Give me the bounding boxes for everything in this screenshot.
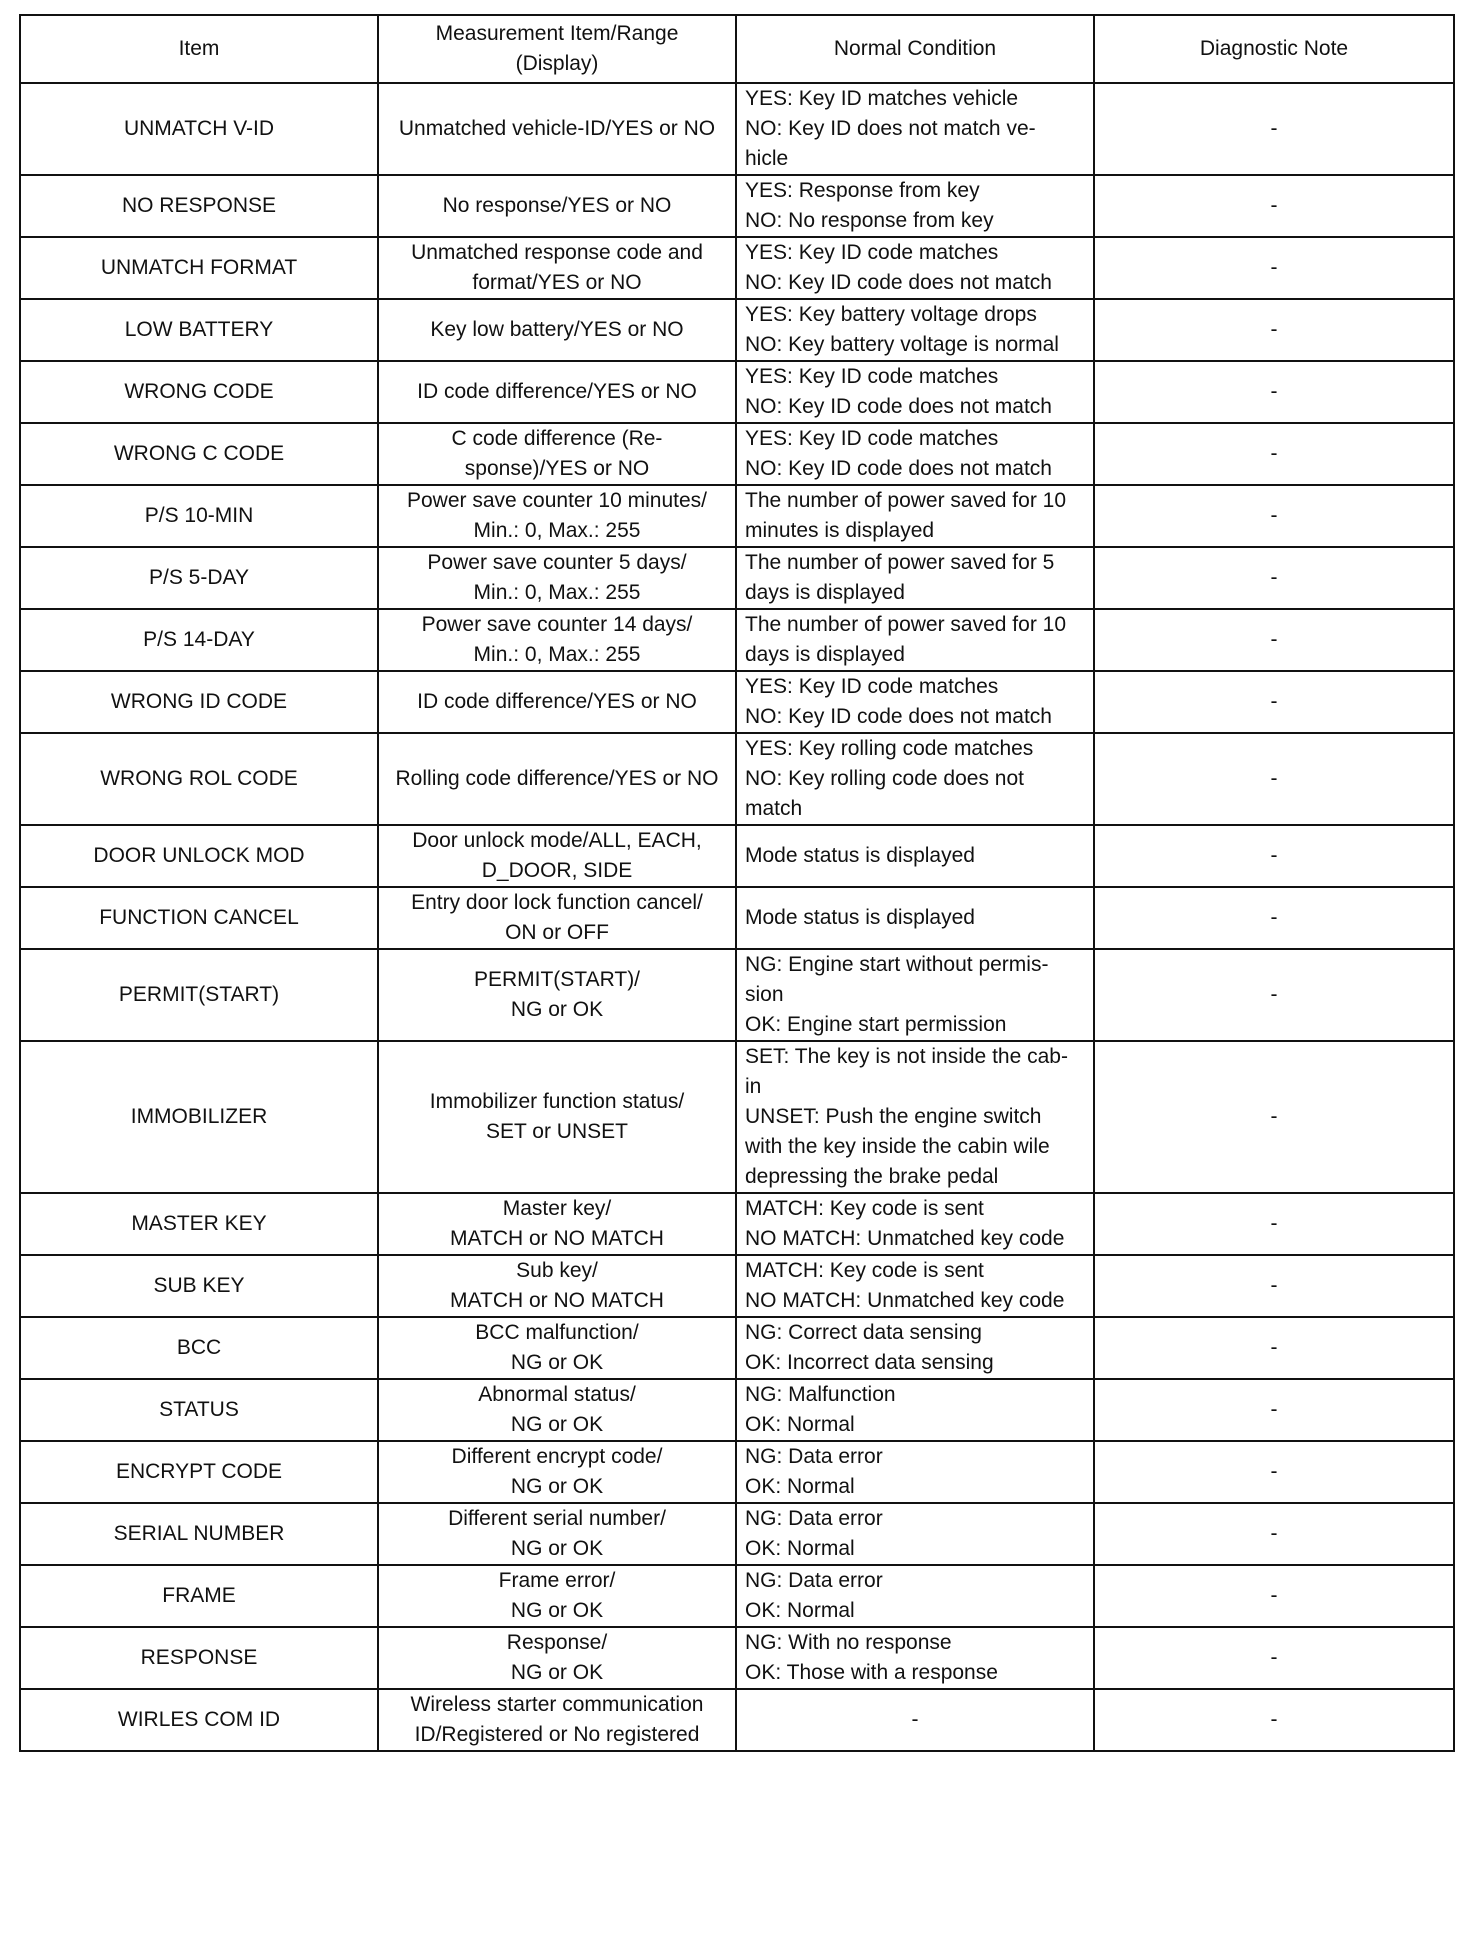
- normal-condition-cell: MATCH: Key code is sent NO MATCH: Unmatched key code: [736, 1193, 1094, 1255]
- normal-condition-cell: YES: Key ID code matches NO: Key ID code does not match: [736, 671, 1094, 733]
- diagnostic-note-cell: -: [1094, 1627, 1454, 1689]
- diagnostic-note-cell: -: [1094, 1379, 1454, 1441]
- item-cell: P/S 5-DAY: [20, 547, 378, 609]
- diagnostic-note-cell: -: [1094, 175, 1454, 237]
- item-cell: ENCRYPT CODE: [20, 1441, 378, 1503]
- item-cell: WRONG ROL CODE: [20, 733, 378, 825]
- table-row: [20, 1379, 1454, 1441]
- table-row: [20, 1193, 1454, 1255]
- item-cell: SUB KEY: [20, 1255, 378, 1317]
- normal-condition-cell: NG: Malfunction OK: Normal: [736, 1379, 1094, 1441]
- table-row: [20, 299, 1454, 361]
- normal-condition-cell: YES: Response from key NO: No response from key: [736, 175, 1094, 237]
- table-row: [20, 237, 1454, 299]
- diagnostic-note-cell: -: [1094, 547, 1454, 609]
- table-row: [20, 1317, 1454, 1379]
- item-cell: FRAME: [20, 1565, 378, 1627]
- normal-condition-cell: Mode status is displayed: [736, 825, 1094, 887]
- table-row: [20, 733, 1454, 825]
- normal-condition-cell: YES: Key ID code matches NO: Key ID code does not match: [736, 361, 1094, 423]
- item-cell: RESPONSE: [20, 1627, 378, 1689]
- diagnostic-note-cell: -: [1094, 237, 1454, 299]
- normal-condition-cell: The number of power saved for 10 days is displayed: [736, 609, 1094, 671]
- diagnostic-note-cell: -: [1094, 887, 1454, 949]
- table-row: [20, 1041, 1454, 1193]
- normal-condition-cell: Mode status is displayed: [736, 887, 1094, 949]
- normal-condition-cell: YES: Key ID matches vehicle NO: Key ID does not match ve- hicle: [736, 83, 1094, 175]
- normal-condition-cell: NG: Data error OK: Normal: [736, 1503, 1094, 1565]
- diagnostic-note-cell: -: [1094, 609, 1454, 671]
- item-cell: FUNCTION CANCEL: [20, 887, 378, 949]
- table-row: [20, 1255, 1454, 1317]
- normal-condition-cell: YES: Key rolling code matches NO: Key rolling code does not match: [736, 733, 1094, 825]
- diagnostic-data-table: [19, 14, 1455, 1752]
- table-row: [20, 609, 1454, 671]
- diagnostic-note-cell: -: [1094, 361, 1454, 423]
- diagnostic-note-cell: -: [1094, 423, 1454, 485]
- item-cell: STATUS: [20, 1379, 378, 1441]
- normal-condition-cell: NG: Data error OK: Normal: [736, 1565, 1094, 1627]
- diagnostic-note-cell: -: [1094, 1689, 1454, 1751]
- item-cell: DOOR UNLOCK MOD: [20, 825, 378, 887]
- table-row: [20, 175, 1454, 237]
- measurement-range-cell: Wireless starter communication ID/Registered or No registered: [378, 1689, 736, 1751]
- diagnostic-note-cell: -: [1094, 83, 1454, 175]
- header-normal-condition: Normal Condition: [736, 15, 1094, 83]
- normal-condition-cell: YES: Key ID code matches NO: Key ID code does not match: [736, 423, 1094, 485]
- diagnostic-note-cell: -: [1094, 1441, 1454, 1503]
- normal-condition-cell: YES: Key ID code matches NO: Key ID code does not match: [736, 237, 1094, 299]
- diagnostic-note-cell: -: [1094, 299, 1454, 361]
- diagnostic-note-cell: -: [1094, 733, 1454, 825]
- table-row: [20, 547, 1454, 609]
- measurement-range-cell: Door unlock mode/ALL, EACH, D_DOOR, SIDE: [378, 825, 736, 887]
- table-row: [20, 1565, 1454, 1627]
- diagnostic-note-cell: -: [1094, 671, 1454, 733]
- measurement-range-cell: Unmatched vehicle-ID/YES or NO: [378, 83, 736, 175]
- measurement-range-cell: Different encrypt code/ NG or OK: [378, 1441, 736, 1503]
- item-cell: IMMOBILIZER: [20, 1041, 378, 1193]
- diagnostic-note-cell: -: [1094, 825, 1454, 887]
- item-cell: UNMATCH V-ID: [20, 83, 378, 175]
- measurement-range-cell: Sub key/ MATCH or NO MATCH: [378, 1255, 736, 1317]
- measurement-range-cell: No response/YES or NO: [378, 175, 736, 237]
- normal-condition-cell: The number of power saved for 10 minutes is displayed: [736, 485, 1094, 547]
- measurement-range-cell: Entry door lock function cancel/ ON or OFF: [378, 887, 736, 949]
- normal-condition-cell: NG: Correct data sensing OK: Incorrect data sensing: [736, 1317, 1094, 1379]
- measurement-range-cell: PERMIT(START)/ NG or OK: [378, 949, 736, 1041]
- item-cell: NO RESPONSE: [20, 175, 378, 237]
- diagnostic-note-cell: -: [1094, 1193, 1454, 1255]
- measurement-range-cell: Master key/ MATCH or NO MATCH: [378, 1193, 736, 1255]
- table-header-row: [20, 15, 1454, 83]
- table-row: [20, 1441, 1454, 1503]
- measurement-range-cell: ID code difference/YES or NO: [378, 361, 736, 423]
- table-row: [20, 83, 1454, 175]
- item-cell: UNMATCH FORMAT: [20, 237, 378, 299]
- diagnostic-note-cell: -: [1094, 485, 1454, 547]
- measurement-range-cell: Rolling code difference/YES or NO: [378, 733, 736, 825]
- measurement-range-cell: C code difference (Re- sponse)/YES or NO: [378, 423, 736, 485]
- measurement-range-cell: ID code difference/YES or NO: [378, 671, 736, 733]
- measurement-range-cell: Frame error/ NG or OK: [378, 1565, 736, 1627]
- item-cell: WRONG C CODE: [20, 423, 378, 485]
- diagnostic-note-cell: -: [1094, 1041, 1454, 1193]
- diagnostic-note-cell: -: [1094, 1317, 1454, 1379]
- table-row: [20, 1503, 1454, 1565]
- table-row: [20, 949, 1454, 1041]
- diagnostic-note-cell: -: [1094, 949, 1454, 1041]
- diagnostic-note-cell: -: [1094, 1565, 1454, 1627]
- item-cell: P/S 14-DAY: [20, 609, 378, 671]
- item-cell: WIRLES COM ID: [20, 1689, 378, 1751]
- header-item: Item: [20, 15, 378, 83]
- header-diagnostic-note: Diagnostic Note: [1094, 15, 1454, 83]
- measurement-range-cell: Unmatched response code and format/YES or NO: [378, 237, 736, 299]
- measurement-range-cell: Immobilizer function status/ SET or UNSET: [378, 1041, 736, 1193]
- table-row: [20, 361, 1454, 423]
- normal-condition-cell: SET: The key is not inside the cab- in UNSET: Push the engine switch with the key inside the cabin wile depressing the brake pedal: [736, 1041, 1094, 1193]
- header-measurement-range: Measurement Item/Range (Display): [378, 15, 736, 83]
- item-cell: PERMIT(START): [20, 949, 378, 1041]
- table-body: [20, 83, 1454, 1751]
- item-cell: BCC: [20, 1317, 378, 1379]
- item-cell: P/S 10-MIN: [20, 485, 378, 547]
- table-row: [20, 423, 1454, 485]
- diagnostic-note-cell: -: [1094, 1255, 1454, 1317]
- normal-condition-cell: -: [736, 1689, 1094, 1751]
- normal-condition-cell: The number of power saved for 5 days is displayed: [736, 547, 1094, 609]
- item-cell: WRONG CODE: [20, 361, 378, 423]
- item-cell: MASTER KEY: [20, 1193, 378, 1255]
- measurement-range-cell: Key low battery/YES or NO: [378, 299, 736, 361]
- normal-condition-cell: YES: Key battery voltage drops NO: Key battery voltage is normal: [736, 299, 1094, 361]
- normal-condition-cell: NG: With no response OK: Those with a response: [736, 1627, 1094, 1689]
- table-row: [20, 1689, 1454, 1751]
- table-row: [20, 887, 1454, 949]
- table-row: [20, 671, 1454, 733]
- table-row: [20, 485, 1454, 547]
- normal-condition-cell: NG: Data error OK: Normal: [736, 1441, 1094, 1503]
- item-cell: SERIAL NUMBER: [20, 1503, 378, 1565]
- table-row: [20, 825, 1454, 887]
- table-row: [20, 1627, 1454, 1689]
- diagnostic-note-cell: -: [1094, 1503, 1454, 1565]
- item-cell: WRONG ID CODE: [20, 671, 378, 733]
- measurement-range-cell: Different serial number/ NG or OK: [378, 1503, 736, 1565]
- measurement-range-cell: Power save counter 10 minutes/ Min.: 0, Max.: 255: [378, 485, 736, 547]
- measurement-range-cell: Abnormal status/ NG or OK: [378, 1379, 736, 1441]
- measurement-range-cell: Power save counter 14 days/ Min.: 0, Max.: 255: [378, 609, 736, 671]
- measurement-range-cell: Response/ NG or OK: [378, 1627, 736, 1689]
- item-cell: LOW BATTERY: [20, 299, 378, 361]
- measurement-range-cell: BCC malfunction/ NG or OK: [378, 1317, 736, 1379]
- measurement-range-cell: Power save counter 5 days/ Min.: 0, Max.: 255: [378, 547, 736, 609]
- normal-condition-cell: NG: Engine start without permis- sion OK: Engine start permission: [736, 949, 1094, 1041]
- normal-condition-cell: MATCH: Key code is sent NO MATCH: Unmatched key code: [736, 1255, 1094, 1317]
